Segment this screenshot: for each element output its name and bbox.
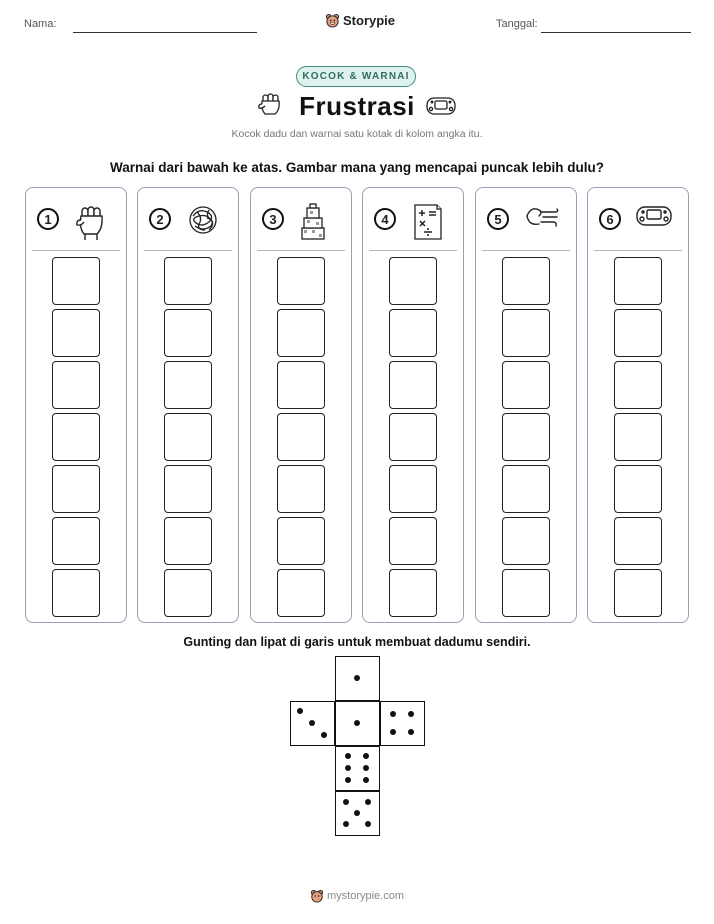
coloring-box[interactable] — [502, 361, 550, 409]
coloring-box[interactable] — [389, 257, 437, 305]
coloring-box[interactable] — [502, 465, 550, 513]
stacked-blocks-icon — [298, 202, 328, 247]
pip — [408, 711, 414, 717]
column-header — [260, 202, 344, 238]
coloring-cells — [389, 257, 437, 621]
coloring-box[interactable] — [52, 413, 100, 461]
cut-instruction: Gunting dan lipat di garis untuk membuat dadumu sendiri. — [183, 635, 531, 649]
coloring-box[interactable] — [614, 309, 662, 357]
divider — [144, 250, 232, 251]
coloring-box[interactable] — [164, 257, 212, 305]
column-number: 5 — [487, 208, 509, 230]
game-controller-icon — [425, 94, 457, 118]
fist-icon — [73, 202, 109, 247]
pip — [321, 732, 327, 738]
coloring-box[interactable] — [164, 517, 212, 565]
pip — [365, 799, 371, 805]
coloring-box[interactable] — [614, 517, 662, 565]
footer-url: mystorypie.com — [327, 890, 405, 902]
coloring-box[interactable] — [389, 569, 437, 617]
coloring-box[interactable] — [277, 517, 325, 565]
divider — [32, 250, 120, 251]
divider — [257, 250, 345, 251]
coloring-box[interactable] — [389, 465, 437, 513]
coloring-box[interactable] — [164, 361, 212, 409]
coloring-box[interactable] — [52, 465, 100, 513]
coloring-box[interactable] — [614, 361, 662, 409]
column-number: 4 — [374, 208, 396, 230]
pip — [354, 720, 360, 726]
column-header — [597, 202, 681, 238]
coloring-box[interactable] — [502, 517, 550, 565]
name-line[interactable] — [73, 32, 257, 33]
tangled-brain-icon — [185, 202, 221, 243]
coloring-box[interactable] — [502, 257, 550, 305]
coloring-box[interactable] — [164, 309, 212, 357]
dice-net[interactable] — [290, 656, 425, 836]
bear-icon — [310, 889, 324, 903]
coloring-box[interactable] — [614, 257, 662, 305]
dice-column-5 — [475, 187, 577, 623]
divider — [369, 250, 457, 251]
pip — [345, 753, 351, 759]
column-header — [372, 202, 456, 238]
coloring-box[interactable] — [277, 465, 325, 513]
pip — [343, 799, 349, 805]
coloring-box[interactable] — [502, 413, 550, 461]
coloring-box[interactable] — [52, 309, 100, 357]
column-number: 3 — [262, 208, 284, 230]
game-controller-icon — [635, 202, 673, 235]
dice-column-3 — [250, 187, 352, 623]
pip — [365, 821, 371, 827]
pip — [345, 777, 351, 783]
coloring-box[interactable] — [502, 309, 550, 357]
pip — [343, 821, 349, 827]
dice-column-2 — [137, 187, 239, 623]
column-header — [35, 202, 119, 238]
pip — [345, 765, 351, 771]
coloring-box[interactable] — [52, 257, 100, 305]
pip — [363, 753, 369, 759]
coloring-box[interactable] — [389, 413, 437, 461]
math-worksheet-icon — [410, 202, 446, 247]
pip — [363, 777, 369, 783]
coloring-box[interactable] — [502, 569, 550, 617]
brand-name: Storypie — [343, 13, 396, 28]
brand-logo — [325, 13, 395, 28]
coloring-box[interactable] — [389, 309, 437, 357]
coloring-cells — [614, 257, 662, 621]
dice-face-4[interactable] — [380, 701, 425, 746]
pip — [363, 765, 369, 771]
coloring-box[interactable] — [614, 569, 662, 617]
footer — [310, 889, 404, 903]
coloring-box[interactable] — [614, 465, 662, 513]
pip — [390, 711, 396, 717]
dice-face-5[interactable] — [335, 791, 380, 836]
coloring-box[interactable] — [277, 309, 325, 357]
coloring-cells — [164, 257, 212, 621]
dice-column-1 — [25, 187, 127, 623]
coloring-box[interactable] — [52, 361, 100, 409]
coloring-cells — [277, 257, 325, 621]
activity-badge: KOCOK & WARNAI — [296, 66, 416, 87]
coloring-box[interactable] — [277, 361, 325, 409]
coloring-box[interactable] — [164, 569, 212, 617]
coloring-box[interactable] — [164, 465, 212, 513]
column-number: 6 — [599, 208, 621, 230]
instruction-text: Warnai dari bawah ke atas. Gambar mana yang mencapai puncak lebih dulu? — [110, 160, 604, 175]
page-subtitle: Kocok dadu dan warnai satu kotak di kolom angka itu. — [231, 128, 483, 140]
column-header — [147, 202, 231, 238]
bear-icon — [325, 13, 340, 28]
page-title: Frustrasi — [299, 91, 415, 121]
divider — [594, 250, 682, 251]
coloring-box[interactable] — [164, 413, 212, 461]
dice-face-1b[interactable] — [335, 701, 380, 746]
coloring-cells — [52, 257, 100, 621]
column-header — [485, 202, 569, 238]
column-number: 1 — [37, 208, 59, 230]
sigh-breath-icon — [523, 202, 561, 237]
date-label: Tanggal: — [496, 18, 538, 30]
coloring-box[interactable] — [52, 569, 100, 617]
column-number: 2 — [149, 208, 171, 230]
coloring-box[interactable] — [614, 413, 662, 461]
dice-column-6 — [587, 187, 689, 623]
coloring-box[interactable] — [389, 517, 437, 565]
coloring-box[interactable] — [277, 569, 325, 617]
pip — [309, 720, 315, 726]
pip — [297, 708, 303, 714]
dice-face-3[interactable] — [290, 701, 335, 746]
pip — [354, 810, 360, 816]
pip — [408, 729, 414, 735]
coloring-box[interactable] — [52, 517, 100, 565]
date-line[interactable] — [541, 32, 691, 33]
dice-face-1[interactable] — [335, 656, 380, 701]
coloring-box[interactable] — [277, 257, 325, 305]
divider — [482, 250, 570, 251]
dice-column-4 — [362, 187, 464, 623]
coloring-box[interactable] — [277, 413, 325, 461]
coloring-box[interactable] — [389, 361, 437, 409]
coloring-cells — [502, 257, 550, 621]
dice-face-6[interactable] — [335, 746, 380, 791]
pip — [390, 729, 396, 735]
pip — [354, 675, 360, 681]
name-label: Nama: — [24, 18, 57, 30]
